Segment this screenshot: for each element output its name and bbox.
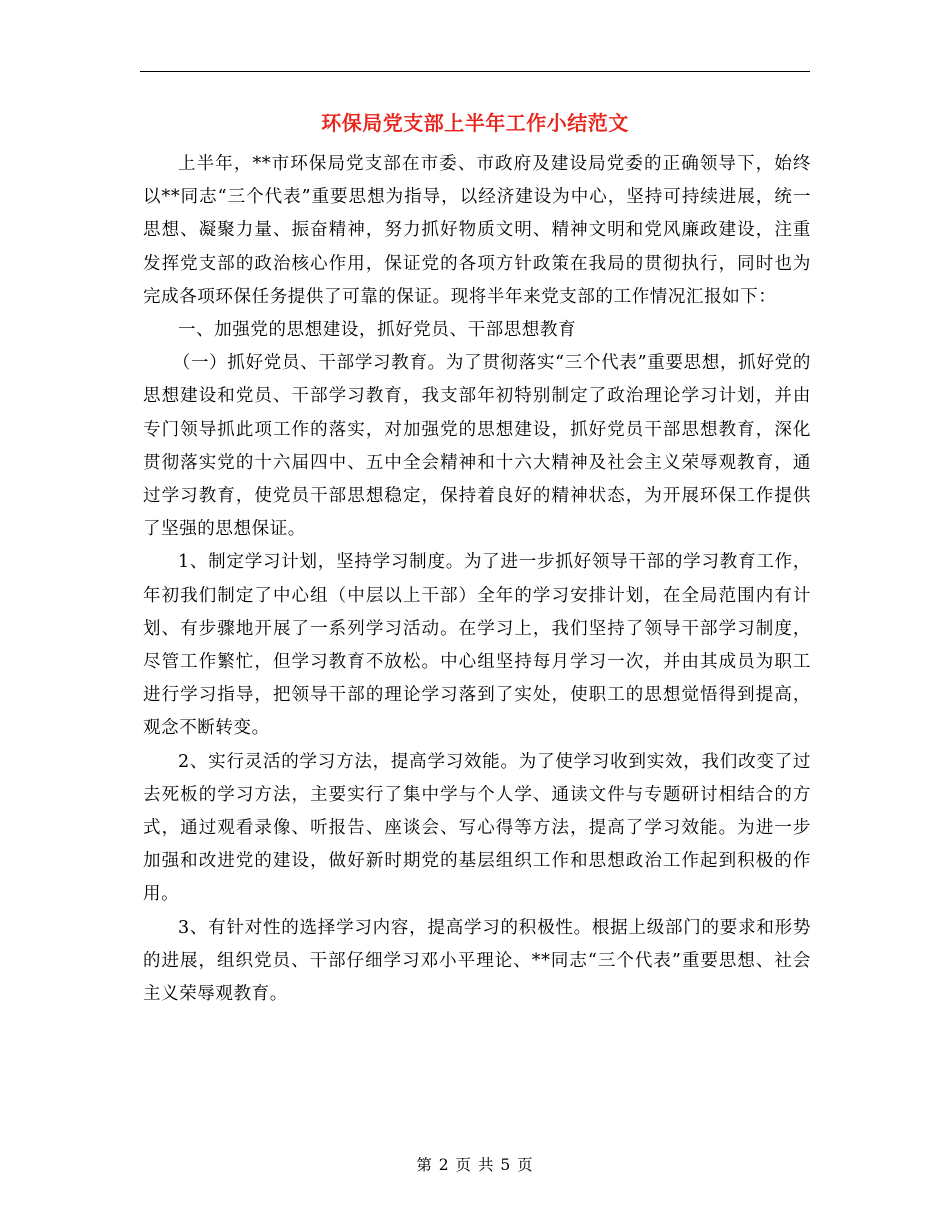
subsection-heading-1: （一）抓好党员、干部学习教育。为了贯彻落实“三个代表”重要思想，抓好党的思想建设和党员、干部学习教育，我支部年初特别制定了政治理论学习计划，并由专门领导抓此项工作的落实，对加强党的思想建设，抓好党员干部思想教育，深化贯彻落实党的十六届四中、五中全会精神和十六大精神及社会主义荣辱观教育，通过学习教育，使党员干部思想稳定，保持着良好的精神状态，为开展环保工作提供了坚强的思想保证。 — [143, 353, 811, 540]
paragraph-intro: 上半年，**市环保局党支部在市委、市政府及建设局党委的正确领导下，始终以**同志“三个代表”重要思想为指导，以经济建设为中心，坚持可持续进展，统一思想、凝聚力量、振奋精神，努力抓好物质文明、精神文明和党风廉政建设，注重发挥党支部的政治核心作用，保证党的各项方针政策在我局的贯彻执行，同时也为完成各项环保任务提供了可靠的保证。现将半年来党支部的工作情况汇报如下： — [143, 154, 811, 307]
document-title: 环保局党支部上半年工作小结范文 — [321, 111, 629, 135]
paragraph-item-2: 2、实行灵活的学习方法，提高学习效能。为了使学习收到实效，我们改变了过去死板的学习方法，主要实行了集中学与个人学、通读文件与专题研讨相结合的方式，通过观看录像、听报告、座谈会、写心得等方法，提高了学习效能。为进一步加强和改进党的建设，做好新时期党的基层组织工作和思想政治工作起到积极的作用。 — [143, 751, 811, 905]
paragraph-item-3: 3、有针对性的选择学习内容，提高学习的积极性。根据上级部门的要求和形势的进展，组织党员、干部仔细学习邓小平理论、**同志“三个代表”重要思想、社会主义荣辱观教育。 — [143, 917, 811, 1005]
page-number-footer: 第 2 页 共 5 页 — [416, 1156, 534, 1174]
document-body — [143, 148, 811, 1011]
section-heading-1: 一、加强党的思想建设，抓好党员、干部思想教育 — [178, 320, 577, 341]
paragraph-item-1: 1、制定学习计划，坚持学习制度。为了进一步抓好领导干部的学习教育工作，年初我们制定了中心组（中层以上干部）全年的学习安排计划，在全局范围内有计划、有步骤地开展了一系列学习活动。在学习上，我们坚持了领导干部学习制度，尽管工作繁忙，但学习教育不放松。中心组坚持每月学习一次，并由其成员为职工进行学习指导，把领导干部的理论学习落到了实处，使职工的思想觉悟得到提高，观念不断转变。 — [143, 552, 811, 739]
header-rule — [140, 71, 810, 72]
